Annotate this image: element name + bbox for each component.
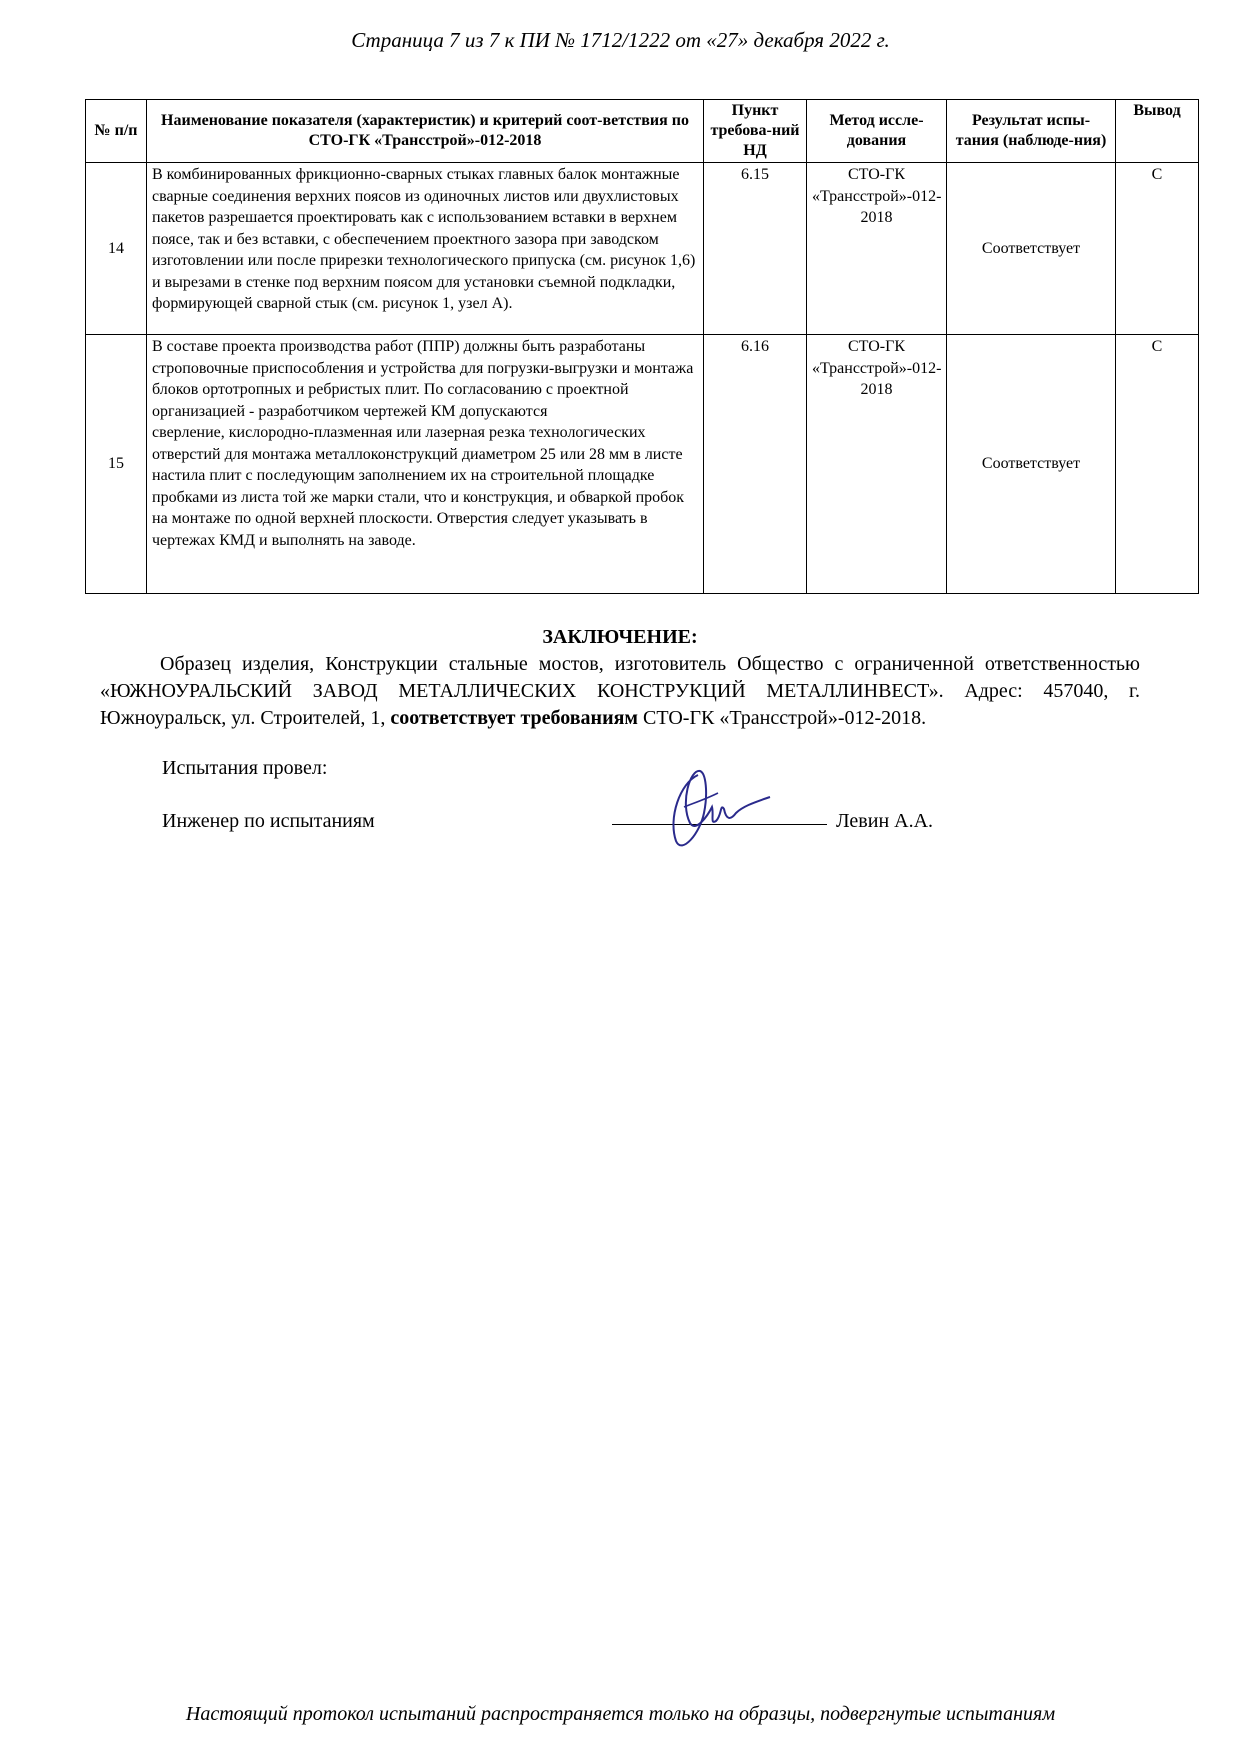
signature-stroke (684, 793, 718, 807)
col-header-method: Метод иссле-дования (807, 100, 947, 163)
signature-stroke (673, 771, 770, 846)
col-header-conclusion: Вывод (1116, 100, 1199, 163)
row-method: СТО-ГК «Трансстрой»-012-2018 (807, 335, 947, 594)
page-header: Страница 7 из 7 к ПИ № 1712/1222 от «27» декабря 2022 г. (351, 28, 890, 52)
row-description-part2: сверление, кислородно-плазменная или лазерная резка технологических отверстий для монтажа металлоконструкций диаметром 25 или 28 мм в листе настила плит с последующим заполнением их на строительной площадке пробками из листа той же марки стали, что и конструкция, и обваркой пробок на монтаже по одной верхней плоскости. Отверстия следует указывать в чертежах КМД и выполнять на заводе. (152, 424, 685, 549)
table-header-row (86, 100, 1199, 163)
row-result: Соответствует (947, 335, 1116, 594)
row-description-part1: В составе проекта производства работ (ППР) должны быть разработаны строповочные приспособления и устройства для погрузки-выгрузки и монтажа блоков ортотропных и ребристых плит. По согласованию с проектной организацией - разработчиком чертежей КМ допускаются (152, 338, 694, 420)
conclusion-text-start: Образец изделия, Конструкции стальные мостов, изготовитель Общество с ограниченной ответственностью «ЮЖНОУРАЛЬСКИЙ ЗАВОД МЕТАЛЛИЧЕСКИХ КОНСТРУКЦИЙ МЕТАЛЛИНВЕСТ». Адрес: 457040, г. Южноуральск, ул. Строителей, 1, (100, 653, 1140, 729)
row-method: СТО-ГК «Трансстрой»-012-2018 (807, 163, 947, 335)
table-row (86, 335, 1199, 594)
col-header-num: № п/п (86, 100, 147, 163)
conclusion-text (100, 651, 1140, 732)
engineer-position: Инженер по испытаниям (162, 810, 375, 832)
conclusion-text-bold: соответствует требованиям (390, 707, 639, 729)
engineer-name: Левин А.А. (836, 810, 934, 832)
tests-by-label: Испытания провел: (162, 757, 328, 779)
col-header-result: Результат испы-тания (наблюде-ния) (947, 100, 1116, 163)
row-description: В комбинированных фрикционно-сварных стыках главных балок монтажные сварные соединения верхних поясов из одиночных листов или двухлистовых пакетов разрешается проектировать как с использованием вставки в верхнем поясе, так и без вставки, с обеспечением проектного зазора при заводском изготовлении или после прирезки технологического припуска (см. рисунок 1,6) и вырезами в стенке под верхним поясом для установки съемной подкладки, формирующей сварной стык (см. рисунок 1, узел А). (147, 163, 704, 335)
row-conclusion: С (1116, 163, 1199, 335)
conclusion-section (100, 624, 1140, 732)
handwritten-signature (660, 763, 790, 853)
page-footer: Настоящий протокол испытаний распространяется только на образцы, подвергнутые испытаниям (185, 1703, 1056, 1725)
row-clause: 6.15 (704, 163, 807, 335)
col-header-clause: Пункт требова-ний НД (704, 100, 807, 163)
conclusion-text-end: СТО-ГК «Трансстрой»-012-2018. (643, 707, 927, 729)
row-num: 15 (86, 335, 147, 594)
row-clause: 6.16 (704, 335, 807, 594)
table-row (86, 163, 1199, 335)
row-num: 14 (86, 163, 147, 335)
row-result: Соответствует (947, 163, 1116, 335)
row-description (147, 335, 704, 594)
col-header-name: Наименование показателя (характеристик) и критерий соот-ветствия по СТО-ГК «Трансстрой»-012-2018 (147, 100, 704, 163)
row-conclusion: С (1116, 335, 1199, 594)
conclusion-title: ЗАКЛЮЧЕНИЕ: (542, 626, 698, 648)
test-results-table (85, 99, 1199, 594)
